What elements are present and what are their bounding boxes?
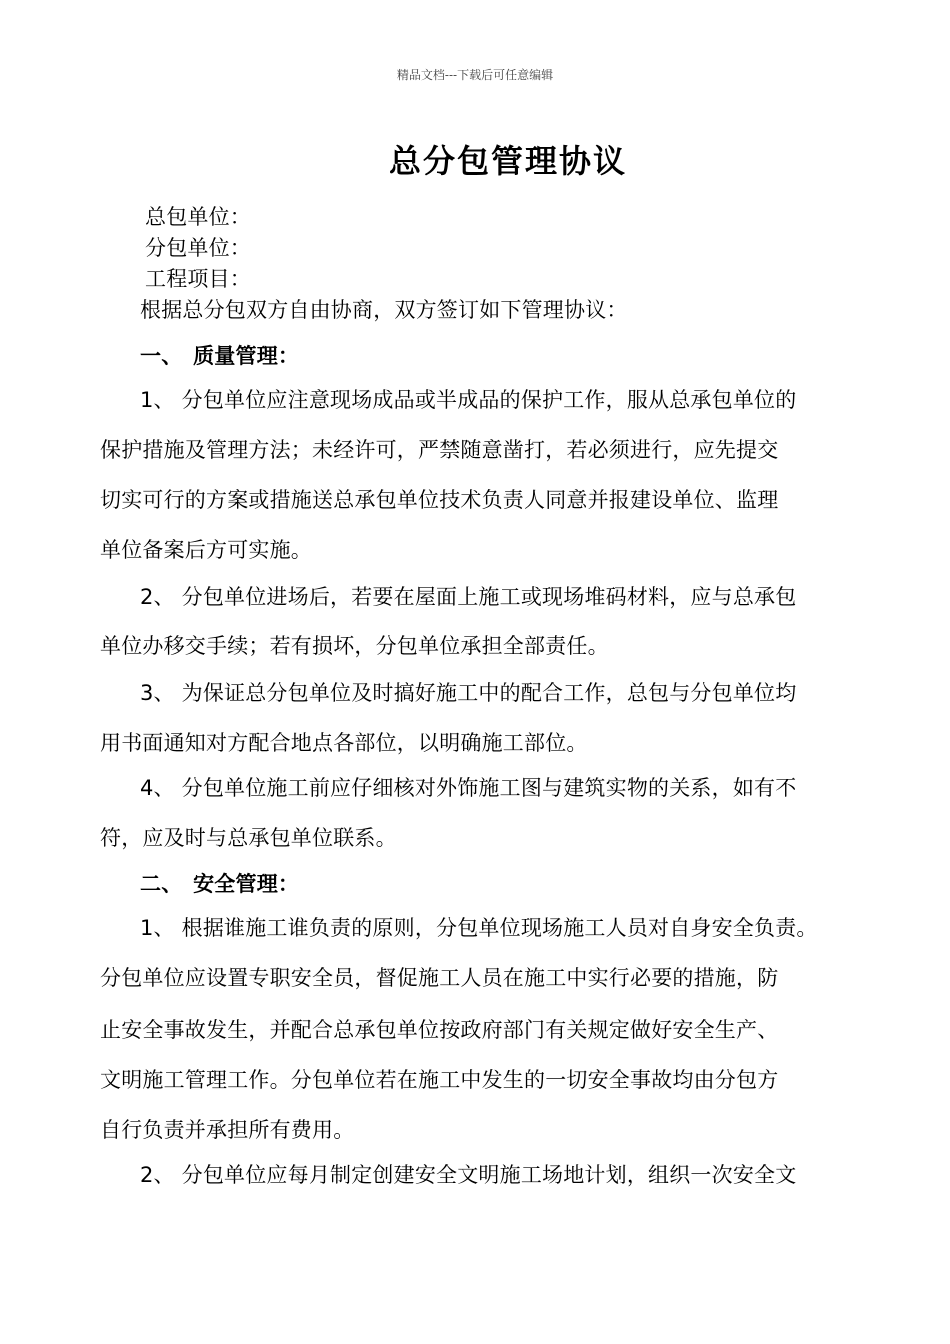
paragraph-line: 2、 分包单位应每月制定创建安全文明施工场地计划，组织一次安全文 bbox=[140, 1163, 797, 1187]
header-watermark: 精品文档---下载后可任意编辑 bbox=[396, 68, 554, 82]
field-general-contractor: 总包单位： bbox=[145, 205, 251, 229]
document-title: 总分包管理协议 bbox=[388, 142, 627, 180]
paragraph-line: 2、 分包单位进场后，若要在屋面上施工或现场堆码材料，应与总承包 bbox=[140, 585, 797, 609]
paragraph-line: 4、 分包单位施工前应仔细核对外饰施工图与建筑实物的关系，如有不 bbox=[140, 776, 797, 800]
intro-paragraph: 根据总分包双方自由协商，双方签订如下管理协议： bbox=[140, 298, 628, 322]
paragraph-line: 分包单位应设置专职安全员，督促施工人员在施工中实行必要的措施，防 bbox=[100, 966, 779, 990]
section-heading-safety: 二、 安全管理： bbox=[140, 872, 300, 896]
paragraph-line: 3、 为保证总分包单位及时搞好施工中的配合工作，总包与分包单位均 bbox=[140, 681, 797, 705]
field-project: 工程项目： bbox=[145, 267, 251, 291]
paragraph-line: 保护措施及管理方法；未经许可，严禁随意凿打，若必须进行，应先提交 bbox=[100, 438, 779, 462]
paragraph-line: 1、 根据谁施工谁负责的原则，分包单位现场施工人员对自身安全负责。 bbox=[140, 916, 818, 940]
paragraph-line: 止安全事故发生，并配合总承包单位按政府部门有关规定做好安全生产、 bbox=[100, 1018, 779, 1042]
paragraph-line: 用书面通知对方配合地点各部位，以明确施工部位。 bbox=[100, 731, 588, 755]
paragraph-line: 单位备案后方可实施。 bbox=[100, 538, 312, 562]
paragraph-line: 文明施工管理工作。分包单位若在施工中发生的一切安全事故均由分包方 bbox=[100, 1068, 779, 1092]
paragraph-line: 切实可行的方案或措施送总承包单位技术负责人同意并报建设单位、监理 bbox=[100, 488, 779, 512]
paragraph-line: 单位办移交手续；若有损坏，分包单位承担全部责任。 bbox=[100, 634, 609, 658]
field-subcontractor: 分包单位： bbox=[145, 236, 251, 260]
paragraph-line: 自行负责并承担所有费用。 bbox=[100, 1118, 355, 1142]
paragraph-line: 符，应及时与总承包单位联系。 bbox=[100, 826, 397, 850]
section-heading-quality: 一、 质量管理： bbox=[140, 344, 300, 368]
paragraph-line: 1、 分包单位应注意现场成品或半成品的保护工作，服从总承包单位的 bbox=[140, 388, 797, 412]
